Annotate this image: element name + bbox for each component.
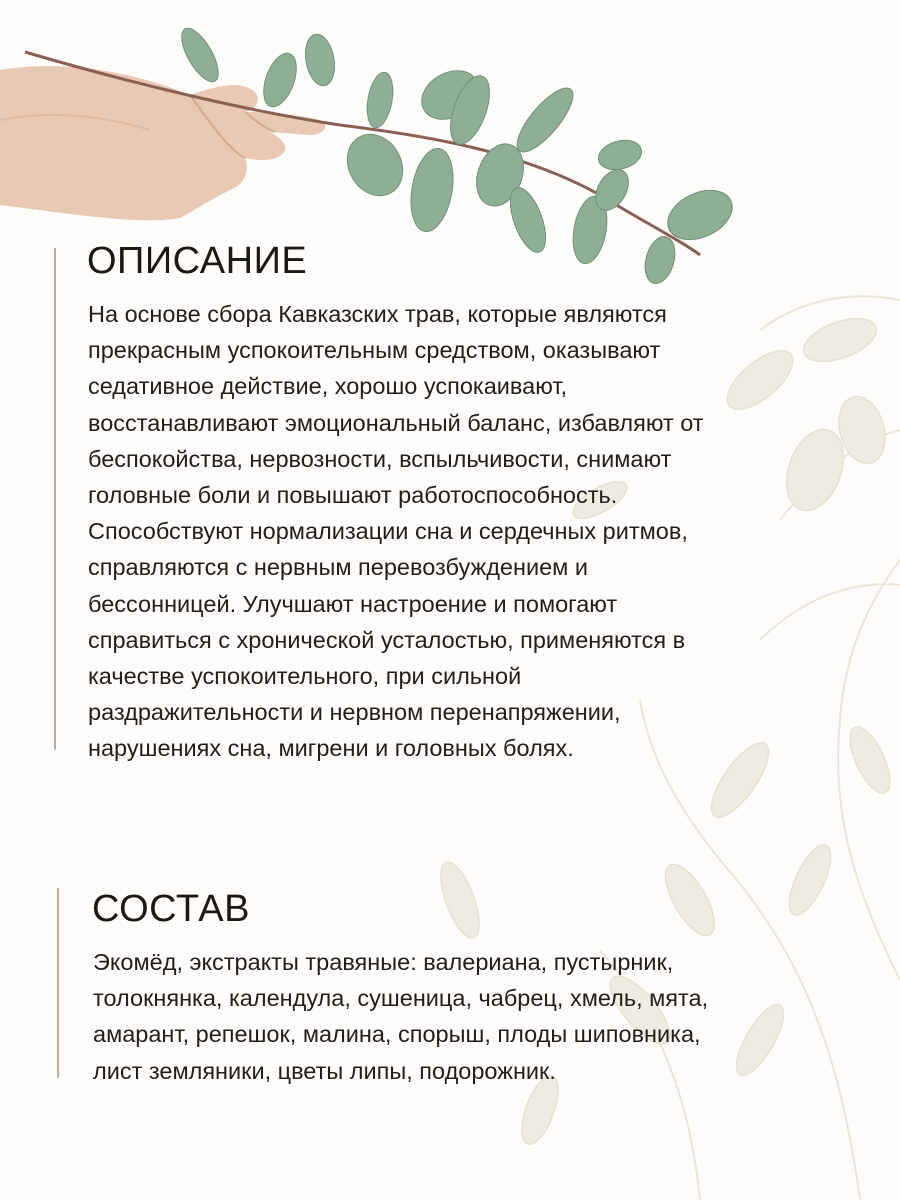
description-line: На основе сбора Кавказских трав, которые являются	[88, 301, 667, 327]
description-line: беспокойства, нервозности, вспыльчивости, снимают	[88, 445, 672, 472]
composition-heading: СОСТАВ	[92, 888, 250, 930]
description-line: нарушениях сна, мигрени и головных болях.	[88, 735, 574, 762]
description-line: седативное действие, хорошо успокаивают,	[88, 373, 568, 400]
description-line: прекрасным успокоительным средством, оказывают	[88, 337, 661, 364]
description-line: восстанавливают эмоциональный баланс, избавляют от	[88, 409, 704, 436]
description-heading: ОПИСАНИЕ	[87, 240, 308, 282]
composition-line: Экомёд, экстракты травяные: валериана, пустырник,	[93, 949, 674, 975]
description-line: качестве успокоительного, при сильной	[88, 663, 522, 690]
composition-text	[93, 944, 823, 1089]
description-text	[88, 296, 818, 767]
description-line: раздражительности и нервном перенапряжении,	[88, 699, 621, 726]
composition-accent-line	[57, 888, 59, 1078]
description-line: головные боли и повышают работоспособность.	[88, 482, 618, 509]
composition-line: амарант, репешок, малина, спорыш, плоды шиповника,	[93, 1021, 701, 1048]
description-line: справляются с нервным перевозбуждением и	[88, 554, 588, 581]
description-line: справиться с хронической усталостью, применяются в	[88, 626, 686, 653]
composition-line: толокнянка, календула, сушеница, чабрец, хмель, мята,	[93, 985, 709, 1012]
composition-line: лист земляники, цветы липы, подорожник.	[93, 1057, 556, 1084]
description-accent-line	[54, 248, 56, 750]
description-line: бессонницей. Улучшают настроение и помогают	[88, 590, 618, 617]
description-line: Способствуют нормализации сна и сердечных ритмов,	[88, 518, 688, 545]
